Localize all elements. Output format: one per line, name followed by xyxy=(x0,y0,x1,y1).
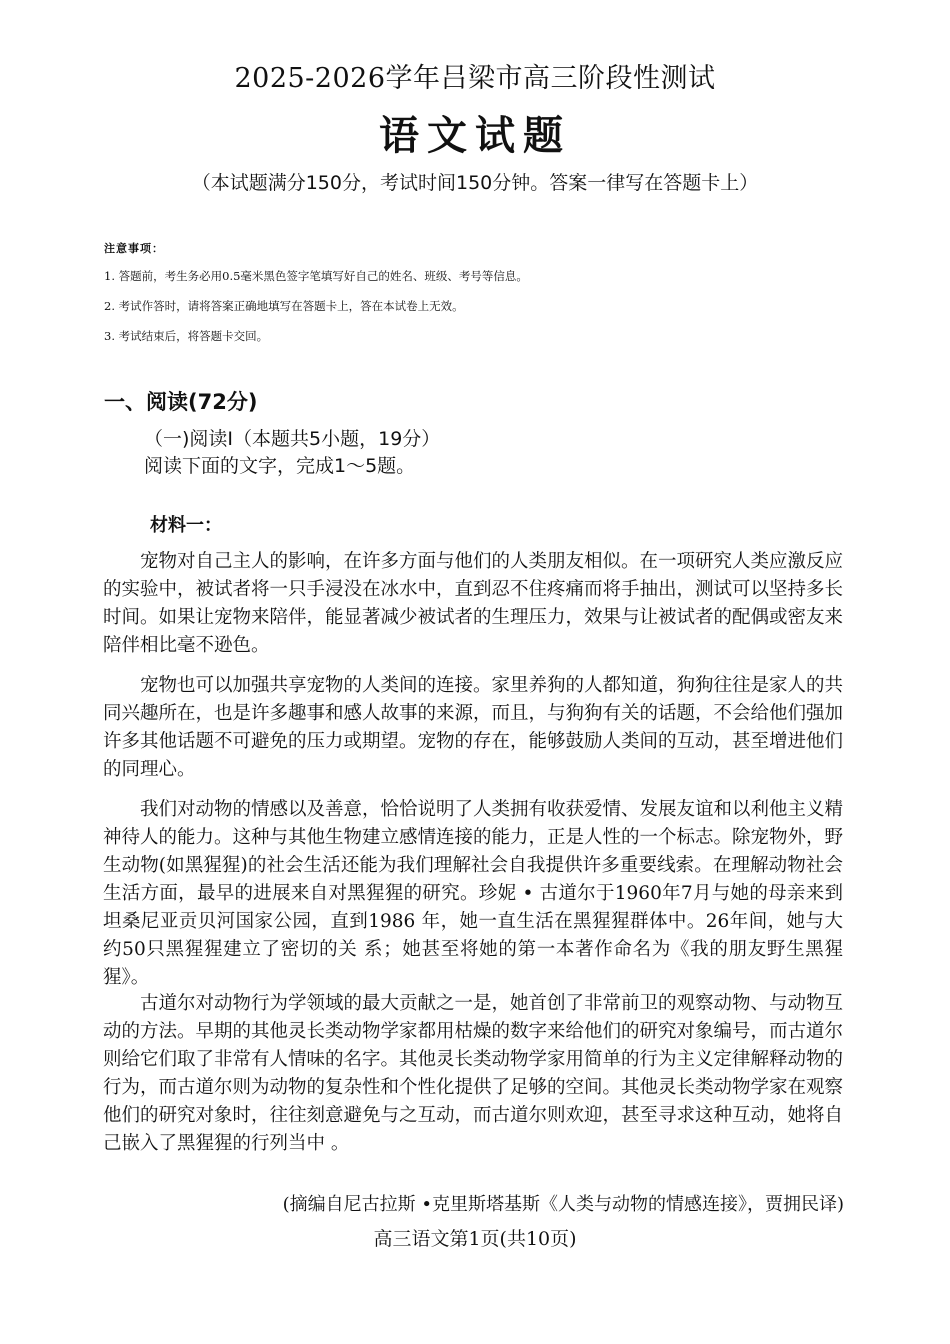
section-heading: 一、阅读(72分) xyxy=(104,390,258,414)
material-label: 材料一： xyxy=(150,515,222,536)
note-item: 1. 答题前，考生务必用0.5毫米黑色签字笔填写好自己的姓名、班级、考号等信息。 xyxy=(104,269,528,283)
notes-heading: 注意事项： xyxy=(104,242,164,255)
passage-paragraph: 我们对动物的情感以及善意，恰恰说明了人类拥有收获爱情、发展友谊和以利他主义精神待人的能力。这种与其他生物建立感情连接的能力，正是人性的一个标志。除宠物外，野生动物(如黑猩猩)的社会生活还能为我们理解社会自我提供许多重要线索。在理解动物社会生活方面，最早的进展来自对黑猩猩的研究。珍妮 • 古道尔于1960年7月与她的母亲来到坦桑尼亚贡贝河国家公园，直到1986 年，她一直生活在黑猩猩群体中。26年间，她与大约50只黑猩猩建立了密切的关 系；她甚至将她的第一本著作命名为《我的朋友野生黑猩猩》。 xyxy=(103,799,844,988)
note-item: 2. 考试作答时，请将答案正确地填写在答题卡上，答在本试卷上无效。 xyxy=(104,299,464,313)
subsection-instructions: （一)阅读Ⅰ（本题共5小题，19分）阅读下面的文字，完成1～5题。 xyxy=(144,428,441,477)
passage-source: (摘编自尼古拉斯 •克里斯塔基斯《人类与动物的情感连接》，贾拥民译) xyxy=(282,1194,844,1215)
passage-paragraph: 宠物对自己主人的影响，在许多方面与他们的人类朋友相似。在一项研究人类应激反应的实验中，被试者将一只手浸没在冰水中，直到忍不住疼痛而将手抽出，测试可以坚持多长时间。如果让宠物来陪伴，能显著减少被试者的生理压力，效果与让被试者的配偶或密友来陪伴相比毫不逊色。 xyxy=(103,551,844,656)
passage-paragraph: 古道尔对动物行为学领域的最大贡献之一是，她首创了非常前卫的观察动物、与动物互动的方法。早期的其他灵长类动物学家都用枯燥的数字来给他们的研究对象编号，而古道尔则给它们取了非常有人情味的名字。其他灵长类动物学家用简单的行为主义定律解释动物的行为，而古道尔则为动物的复杂性和个性化提供了足够的空间。其他灵长类动物学家在观察他们的研究对象时，往往刻意避免与之互动，而古道尔则欢迎，甚至寻求这种互动，她将自己嵌入了黑猩猩的行列当中 。 xyxy=(103,993,844,1154)
note-item: 3. 考试结束后，将答题卡交回。 xyxy=(104,329,269,343)
subject-title: 语文试题 xyxy=(379,113,571,159)
exam-info: （本试题满分150分，考试时间150分钟。答案一律写在答题卡上） xyxy=(191,172,759,194)
page-footer: 高三语文第1页(共10页) xyxy=(373,1228,577,1250)
passage-paragraph: 宠物也可以加强共享宠物的人类间的连接。家里养狗的人都知道，狗狗往往是家人的共同兴趣所在，也是许多趣事和感人故事的来源，而且，与狗狗有关的话题，不会给他们强加许多其他话题不可避免的压力或期望。宠物的存在，能够鼓励人类间的互动，甚至增进他们的同理心。 xyxy=(103,675,844,780)
exam-title: 2025-2026学年吕梁市高三阶段性测试 xyxy=(234,63,716,94)
